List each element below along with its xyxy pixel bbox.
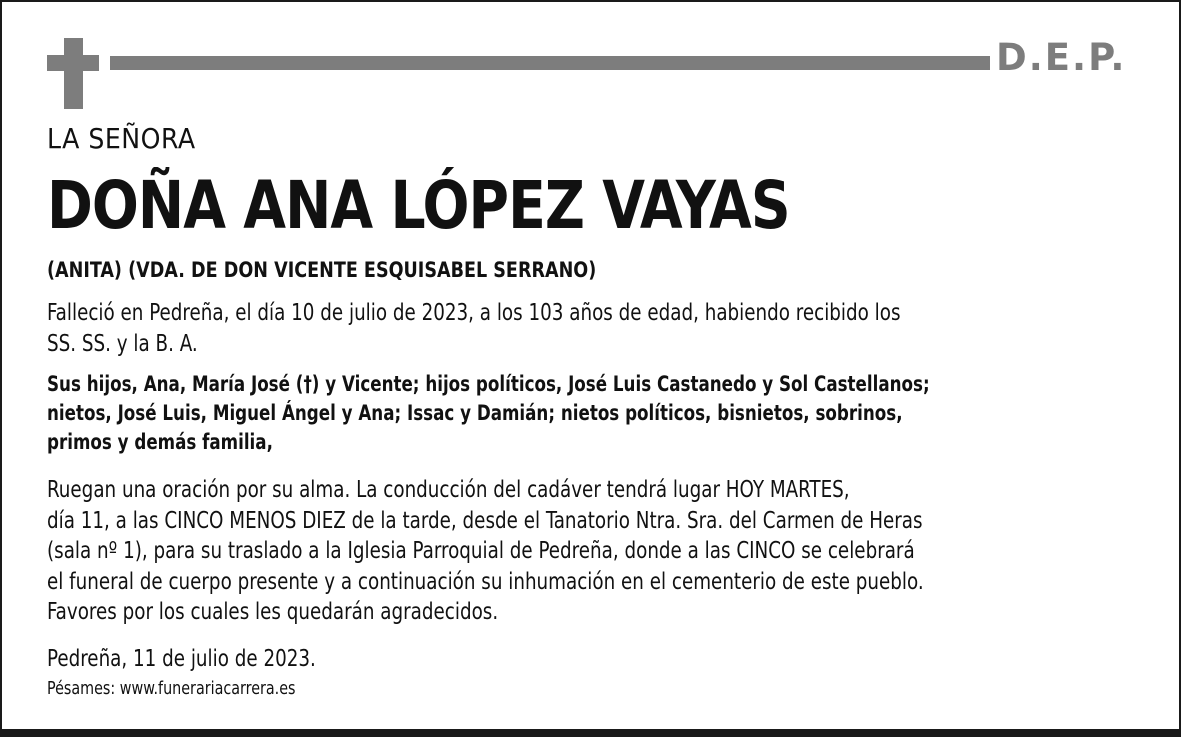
family-line: Sus hijos, Ana, María José (†) y Vicente; hijos políticos, José Luis Castanedo y Sol Castellanos;	[47, 372, 930, 396]
deceased-alias: (ANITA) (VDA. DE DON VICENTE ESQUISABEL SERRANO)	[47, 258, 597, 282]
cross-icon-vertical	[64, 38, 83, 109]
bottom-border	[0, 729, 1181, 737]
family-line: primos y demás familia,	[47, 430, 273, 454]
death-notice	[47, 298, 900, 359]
place-date: Pedreña, 11 de julio de 2023.	[47, 646, 316, 672]
header-rule	[110, 56, 990, 70]
death-notice-line: Falleció en Pedreña, el día 10 de julio de 2023, a los 103 años de edad, habiendo recibido los	[47, 300, 901, 326]
death-notice-line: SS. SS. y la B. A.	[47, 330, 198, 357]
family-line: nietos, José Luis, Miguel Ángel y Ana; Issac y Damián; nietos políticos, bisnietos, sobrinos,	[47, 401, 903, 425]
dep-label: D.E.P.	[996, 36, 1127, 79]
announcement-line: día 11, a las CINCO MENOS DIEZ de la tarde, desde el Tanatorio Ntra. Sra. del Carmen de Heras	[47, 507, 923, 534]
honorific: LA SEÑORA	[47, 122, 196, 155]
family-list	[47, 370, 930, 457]
announcement-line: el funeral de cuerpo presente y a continuación su inhumación en el cementerio de este pueblo.	[47, 568, 924, 595]
condolences-link[interactable]: Pésames: www.funerariacarrera.es	[47, 678, 296, 699]
deceased-name: DOÑA ANA LÓPEZ VAYAS	[47, 167, 790, 244]
announcement-line: Favores por los cuales les quedarán agradecidos.	[47, 599, 499, 625]
cross-icon-horizontal	[47, 55, 99, 71]
announcement-line: (sala nº 1), para su traslado a la Iglesia Parroquial de Pedreña, donde a las CINCO se celebrará	[47, 538, 915, 564]
announcement-line: Ruegan una oración por su alma. La conducción del cadáver tendrá lugar HOY MARTES,	[47, 477, 850, 503]
funeral-announcement	[47, 475, 924, 628]
